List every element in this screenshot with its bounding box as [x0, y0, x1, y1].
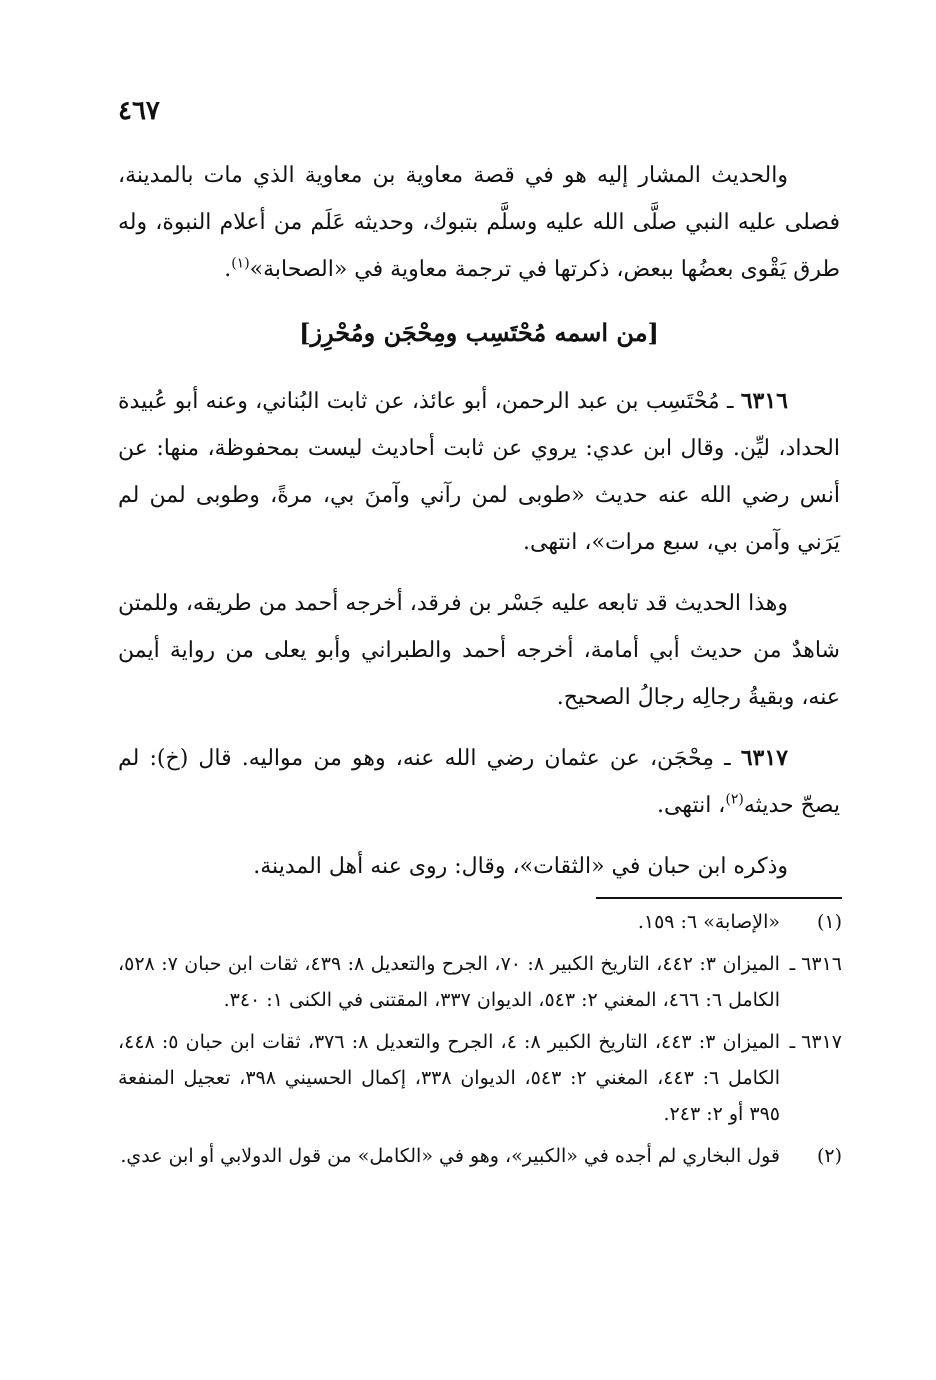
main-text	[118, 152, 840, 890]
paragraph-ibn-hibban: وذكره ابن حبان في «الثقات»، وقال: روى عنه أهل المدينة.	[253, 854, 788, 879]
footnote-text: الميزان ٣: ٤٤٣، التاريخ الكبير ٨: ٤، الجرح والتعديل ٨: ٣٧٦، ثقات ابن حبان ٥: ٤٤٨، الكامل ٦: ٤٤٣، المغني ٢: ٥٤٣، الديوان ٣٣٨، إكمال الحسيني ٣٩٨، تعجيل المنفعة ٣٩٥ أو ٢: ٢٤٣.	[118, 1031, 780, 1125]
page-number: ٤٦٧	[118, 96, 160, 126]
entry-text: ـ مِحْجَن، عن عثمان رضي الله عنه، وهو من مواليه. قال (خ): لم يصحّ حديثه	[118, 746, 840, 818]
footnote-ref-2: (٢)	[725, 791, 744, 808]
footnote-text: قول البخاري لم أجده في «الكبير»، وهو في «الكامل» من قول الدولابي أو ابن عدي.	[120, 1145, 780, 1167]
footnote-text: الميزان ٣: ٤٤٢، التاريخ الكبير ٨: ٧٠، الجرح والتعديل ٨: ٤٣٩، ثقات ابن حبان ٧: ٥٢٨، الكامل ٦: ٤٦٦، المغني ٢: ٥٤٣، الديوان ٣٣٧، المقتنى في الكنى ١: ٣٤٠.	[118, 953, 780, 1011]
footnote-separator	[596, 897, 842, 899]
spacer	[118, 721, 840, 735]
entry-6317	[118, 735, 840, 829]
entry-text-end: ، انتهى.	[656, 793, 726, 818]
paragraph-mu-awiya	[118, 152, 840, 293]
period: .	[224, 257, 232, 282]
footnote-6316	[118, 946, 842, 1018]
spacer	[118, 566, 840, 580]
paragraph-jasr: وهذا الحديث قد تابعه عليه جَسْر بن فرقد، أخرجه أحمد من طريقه، وللمتن شاهدٌ من حديث أبي أمامة، أخرجه أحمد والطبراني وأبو يعلى من رواية أيمن عنه، وبقيةُ رجالِه رجالُ الصحيح.	[118, 591, 840, 710]
footnote-2	[118, 1138, 842, 1174]
footnote-6317	[118, 1024, 842, 1132]
footnote-label: (٢)	[816, 1145, 842, 1167]
footnote-text: «الإصابة» ٦: ١٥٩.	[637, 911, 780, 933]
entry-text: ـ مُحْتَسِب بن عبد الرحمن، أبو عائذ، عن ثابت البُناني، وعنه أبو عُبيدة الحداد، ليِّن. وقال ابن عدي: يروي عن ثابت أحاديث ليست بمحفوظة، منها: عن أنس رضي الله عنه حديث «طوبى لمن رآني وآمنَ بي، مرةً، وطوبى لمن لم يَرَني وآمن بي، سبع مرات»، انتهى.	[118, 389, 840, 555]
footnote-label: (١)	[816, 911, 842, 933]
entry-6316	[118, 378, 840, 566]
entry-number: ٦٣١٦	[740, 388, 788, 414]
spacer	[118, 829, 840, 843]
footnote-label: ٦٣١٧ ـ	[789, 1031, 842, 1053]
footnote-label: ٦٣١٦ ـ	[789, 953, 842, 975]
footnotes	[118, 904, 842, 1180]
entry-number: ٦٣١٧	[740, 745, 788, 771]
footnote-1	[118, 904, 842, 940]
paragraph-text: والحديث المشار إليه هو في قصة معاوية بن معاوية الذي مات بالمدينة، فصلى عليه النبي صلَّى الله عليه وسلَّم بتبوك، وحديثه عَلَم من أعلام النبوة، وله طرق يَقْوى بعضُها ببعض، ذكرتها في ترجمة معاوية في «الصحابة»	[118, 163, 840, 282]
section-heading: [من اسمه مُحْتَسِب ومِحْجَن ومُحْرِز]	[299, 318, 659, 347]
footnote-ref-1: (١)	[231, 255, 250, 272]
